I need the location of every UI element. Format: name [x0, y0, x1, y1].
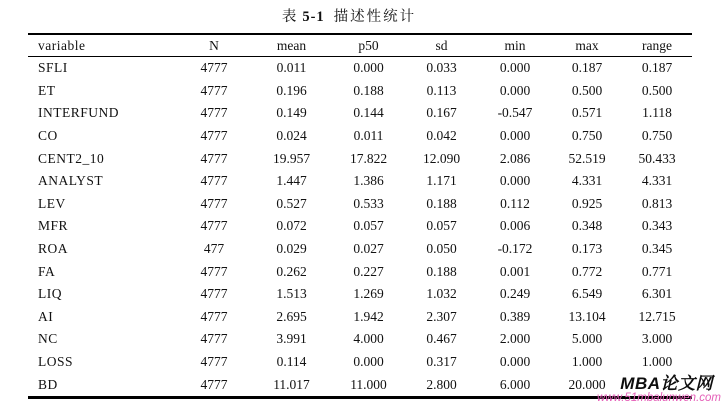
stat-value-cell: 4777 [200, 286, 228, 302]
table-row [28, 170, 692, 193]
stat-value-cell: 11.000 [350, 376, 387, 392]
stat-value-cell: 1.000 [641, 354, 673, 370]
stat-value-cell: 6.549 [571, 286, 603, 302]
stat-value-cell: -0.172 [497, 241, 533, 257]
stat-value-cell: 0.772 [571, 263, 603, 279]
table-row [28, 238, 692, 261]
variable-name-cell: NC [38, 331, 58, 347]
stat-value-cell: 1.269 [353, 286, 384, 302]
stat-value-cell: 0.249 [499, 286, 531, 302]
stat-value-cell: 4777 [200, 218, 228, 234]
stat-value-cell: 0.042 [426, 128, 457, 144]
table-row [28, 306, 692, 329]
col-header-min: min [478, 34, 552, 57]
stat-value-cell: 0.114 [276, 354, 307, 370]
stat-value-cell: 0.000 [499, 60, 531, 76]
variable-name-cell: BD [38, 376, 58, 392]
table-row [28, 260, 692, 283]
table-title [0, 5, 710, 26]
stat-value-cell: 0.057 [353, 218, 384, 234]
col-header-p50: p50 [332, 34, 405, 57]
watermark-brand: MBA论文网 [620, 374, 713, 393]
stat-value-cell: 17.822 [349, 150, 388, 166]
stat-value-cell: 52.519 [568, 150, 606, 166]
variable-name-cell: INTERFUND [38, 105, 119, 121]
stat-value-cell: 4777 [200, 105, 228, 121]
stat-value-cell: 19.957 [272, 150, 311, 166]
col-header-max: max [552, 34, 622, 57]
table-title-prefix: 表 [281, 9, 298, 25]
stat-value-cell: 4777 [200, 195, 228, 211]
stat-value-cell: 0.011 [353, 128, 384, 144]
stat-value-cell: 0.527 [276, 195, 307, 211]
stat-value-cell: 0.029 [276, 241, 307, 257]
stat-value-cell: 0.149 [276, 105, 307, 121]
stat-value-cell: 0.533 [353, 195, 384, 211]
stat-value-cell: 50.433 [638, 150, 676, 166]
col-header-mean: mean [251, 34, 332, 57]
stat-value-cell: 0.227 [353, 263, 384, 279]
table-row [28, 57, 692, 80]
stat-value-cell: 6.000 [499, 376, 531, 392]
stat-value-cell: 4.331 [641, 173, 673, 189]
stat-value-cell: 2.307 [426, 308, 457, 324]
stat-value-cell: 0.000 [499, 354, 531, 370]
stat-value-cell: 0.001 [499, 263, 531, 279]
table-row [28, 193, 692, 216]
stat-value-cell: 0.500 [641, 82, 673, 98]
stat-value-cell: 0.750 [571, 128, 603, 144]
table-row [28, 102, 692, 125]
variable-name-cell: AI [38, 308, 54, 324]
stat-value-cell: 0.113 [426, 82, 457, 98]
variable-name-cell: CO [38, 128, 58, 144]
stat-value-cell: 4777 [200, 308, 228, 324]
stat-value-cell: 0.173 [571, 241, 603, 257]
table-body [28, 57, 692, 398]
table-title-text: 描述性统计 [333, 9, 417, 25]
stat-value-cell: 0.050 [426, 241, 457, 257]
stat-value-cell: -0.547 [497, 105, 533, 121]
stat-value-cell: 5.000 [571, 331, 603, 347]
stat-value-cell: 0.144 [353, 105, 384, 121]
stat-value-cell: 0.771 [641, 263, 673, 279]
stat-value-cell: 0.011 [276, 60, 307, 76]
stat-value-cell: 0.345 [641, 241, 673, 257]
stat-value-cell: 0.187 [641, 60, 673, 76]
stat-value-cell: 0.188 [426, 263, 457, 279]
table-row [28, 328, 692, 351]
stat-value-cell: 2.000 [499, 331, 531, 347]
stat-value-cell: 20.000 [568, 376, 606, 392]
table-row [28, 351, 692, 374]
stat-value-cell: 0.500 [571, 82, 603, 98]
stat-value-cell: 0.057 [426, 218, 457, 234]
col-header-n: N [177, 34, 251, 57]
stat-value-cell: 0.348 [571, 218, 603, 234]
stat-value-cell: 0.750 [641, 128, 673, 144]
stat-value-cell: 1.386 [353, 173, 384, 189]
col-header-sd: sd [405, 34, 478, 57]
stat-value-cell: 11.017 [273, 376, 310, 392]
stat-value-cell: 12.715 [638, 308, 676, 324]
variable-name-cell: ANALYST [38, 173, 104, 189]
stat-value-cell: 1.942 [353, 308, 384, 324]
stat-value-cell: 1.513 [276, 286, 307, 302]
stat-value-cell: 1.171 [426, 173, 457, 189]
stat-value-cell: 4.331 [571, 173, 603, 189]
stat-value-cell: 0.188 [353, 82, 384, 98]
stat-value-cell: 0.000 [499, 128, 531, 144]
table-row [28, 283, 692, 306]
stat-value-cell: 4777 [200, 331, 228, 347]
variable-name-cell: FA [38, 263, 56, 279]
stat-value-cell: 0.389 [499, 308, 531, 324]
col-header-variable: variable [28, 34, 177, 57]
stat-value-cell: 12.090 [422, 150, 461, 166]
stat-value-cell: 3.000 [641, 331, 673, 347]
stat-value-cell: 4777 [200, 354, 228, 370]
stat-value-cell: 0.571 [571, 105, 603, 121]
stat-value-cell: 0.033 [426, 60, 457, 76]
stat-value-cell: 0.467 [426, 331, 457, 347]
stat-value-cell: 6.301 [641, 286, 673, 302]
table-row [28, 125, 692, 148]
stat-value-cell: 0.006 [499, 218, 531, 234]
stat-value-cell: 1.447 [276, 173, 307, 189]
stat-value-cell: 0.813 [641, 195, 673, 211]
stat-value-cell: 0.167 [426, 105, 457, 121]
stat-value-cell: 0.112 [500, 195, 530, 211]
stat-value-cell: 2.800 [426, 376, 457, 392]
variable-name-cell: LOSS [38, 354, 74, 370]
table-row [28, 215, 692, 238]
stat-value-cell: 0.000 [499, 173, 531, 189]
stat-value-cell: 4777 [200, 263, 228, 279]
stat-value-cell: 0.343 [641, 218, 673, 234]
col-header-range: range [622, 34, 692, 57]
stat-value-cell: 4777 [200, 128, 228, 144]
stat-value-cell: 4.000 [353, 331, 384, 347]
stat-value-cell: 0.024 [276, 128, 307, 144]
stat-value-cell: 13.104 [568, 308, 606, 324]
stat-value-cell: 0.196 [276, 82, 307, 98]
variable-name-cell: ROA [38, 241, 69, 257]
descriptive-statistics-table [28, 33, 692, 399]
variable-name-cell: LEV [38, 195, 66, 211]
stat-value-cell: 1.032 [426, 286, 457, 302]
stat-value-cell: 0.925 [571, 195, 603, 211]
variable-name-cell: LIQ [38, 286, 62, 302]
variable-name-cell: ET [38, 82, 56, 98]
stat-value-cell: 4777 [200, 376, 228, 392]
table-header [28, 34, 692, 57]
stat-value-cell: 0.000 [499, 82, 531, 98]
stat-value-cell: 4777 [200, 82, 228, 98]
watermark-url: www.51mbalunwen.com [596, 392, 721, 404]
stat-value-cell: 1.000 [571, 354, 603, 370]
variable-name-cell: CENT2_10 [38, 150, 105, 166]
table-row [28, 147, 692, 170]
stat-value-cell: 0.072 [276, 218, 307, 234]
stat-value-cell: 0.027 [353, 241, 384, 257]
stat-value-cell: 4777 [200, 173, 228, 189]
stat-value-cell: 2.695 [276, 308, 307, 324]
stat-value-cell: 4777 [200, 150, 228, 166]
stat-value-cell: 2.086 [499, 150, 531, 166]
stat-value-cell: 0.262 [276, 263, 307, 279]
table-row [28, 80, 692, 103]
stat-value-cell: 0.000 [353, 354, 384, 370]
stat-value-cell: 0.188 [426, 195, 457, 211]
stat-value-cell: 0.000 [353, 60, 384, 76]
stat-value-cell: 477 [203, 241, 225, 257]
table-title-number: 5-1 [302, 9, 325, 25]
stat-value-cell: 4777 [200, 60, 228, 76]
stat-value-cell: 1.118 [642, 105, 672, 121]
stat-value-cell: 0.317 [426, 354, 457, 370]
table-row [28, 373, 692, 397]
header-row [28, 34, 692, 57]
variable-name-cell: MFR [38, 218, 69, 234]
stat-value-cell: 0.187 [571, 60, 603, 76]
stat-value-cell: 3.991 [276, 331, 307, 347]
variable-name-cell: SFLI [38, 60, 68, 76]
